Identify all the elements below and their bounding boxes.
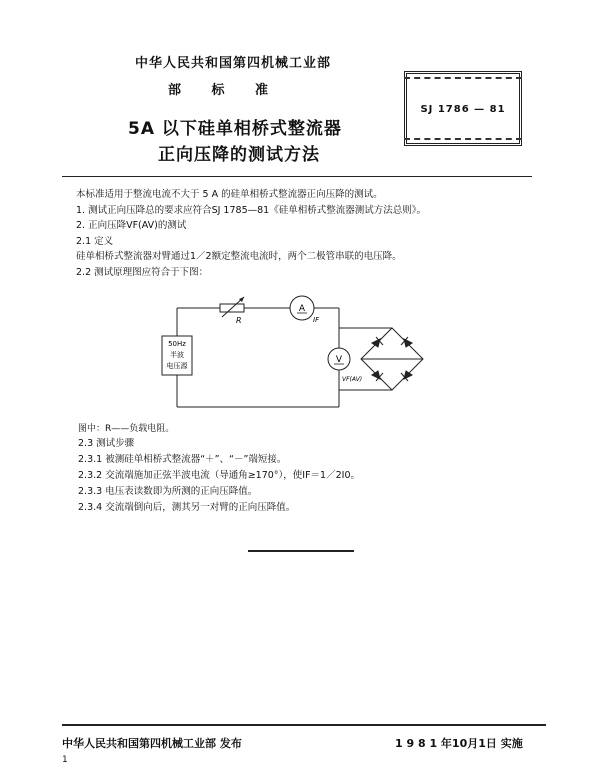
step-2-3-3: 2.3.3 电压表读数即为所测的正向压降值。 xyxy=(78,486,258,497)
clause-2-2: 2.2 测试原理图应符合于下图： xyxy=(76,267,209,278)
publisher: 中华人民共和国第四机械工业部 发布 xyxy=(62,737,242,750)
clause-2-3: 2.3 测试步骤 xyxy=(78,438,135,449)
voltage-label: VF(AV) xyxy=(342,376,363,383)
source-label-1: 50Hz xyxy=(168,340,186,348)
page-number: 1 xyxy=(62,755,68,765)
document-title-line1: 5A 以下硅单相桥式整流器 xyxy=(128,119,342,139)
effective-date: 1 9 8 1 年10月1日 实施 xyxy=(395,737,523,750)
bridge-rectifier xyxy=(361,328,423,390)
ministry-name: 中华人民共和国第四机械工业部 xyxy=(135,56,332,71)
intro-paragraph: 本标准适用于整流电流不大于 5 A 的硅单相桥式整流器正向压降的测试。 xyxy=(76,189,383,200)
footer-rule xyxy=(62,724,546,726)
document-title-line2: 正向压降的测试方法 xyxy=(158,145,320,165)
source-label-3: 电压源 xyxy=(166,362,188,370)
clause-2: 2. 正向压降VF(AV)的测试 xyxy=(76,220,187,231)
step-2-3-4: 2.3.4 交流端倒向后，测其另一对臂的正向压降值。 xyxy=(78,502,296,513)
ammeter-label: A xyxy=(298,304,306,314)
diagram-legend: 图中：R——负载电阻。 xyxy=(78,424,175,434)
definition-text: 硅单相桥式整流器对臂通过1／2额定整流电流时，两个二极管串联的电压降。 xyxy=(76,251,402,262)
test-circuit-diagram xyxy=(140,290,440,415)
source-label-2: 半波 xyxy=(170,351,184,359)
clause-1: 1. 测试正向压降总的要求应符合SJ 1785—81《硅单相桥式整流器测试方法总则》。 xyxy=(76,205,426,216)
step-2-3-2: 2.3.2 交流端施加正弦半波电流（导通角≥170°），使IF＝1／2I0。 xyxy=(78,470,360,481)
current-label: IF xyxy=(313,316,320,324)
standard-code: SJ 1786 — 81 xyxy=(420,104,506,115)
resistor-label: R xyxy=(236,316,242,325)
standard-code-box xyxy=(404,71,522,146)
end-rule xyxy=(248,550,354,552)
header-rule xyxy=(62,176,532,177)
voltmeter-label: V xyxy=(335,355,343,365)
standard-label: 部 标 准 xyxy=(168,83,269,98)
clause-2-1: 2.1 定义 xyxy=(76,236,114,247)
step-2-3-1: 2.3.1 被测硅单相桥式整流器“＋”、“－”端短接。 xyxy=(78,454,287,465)
